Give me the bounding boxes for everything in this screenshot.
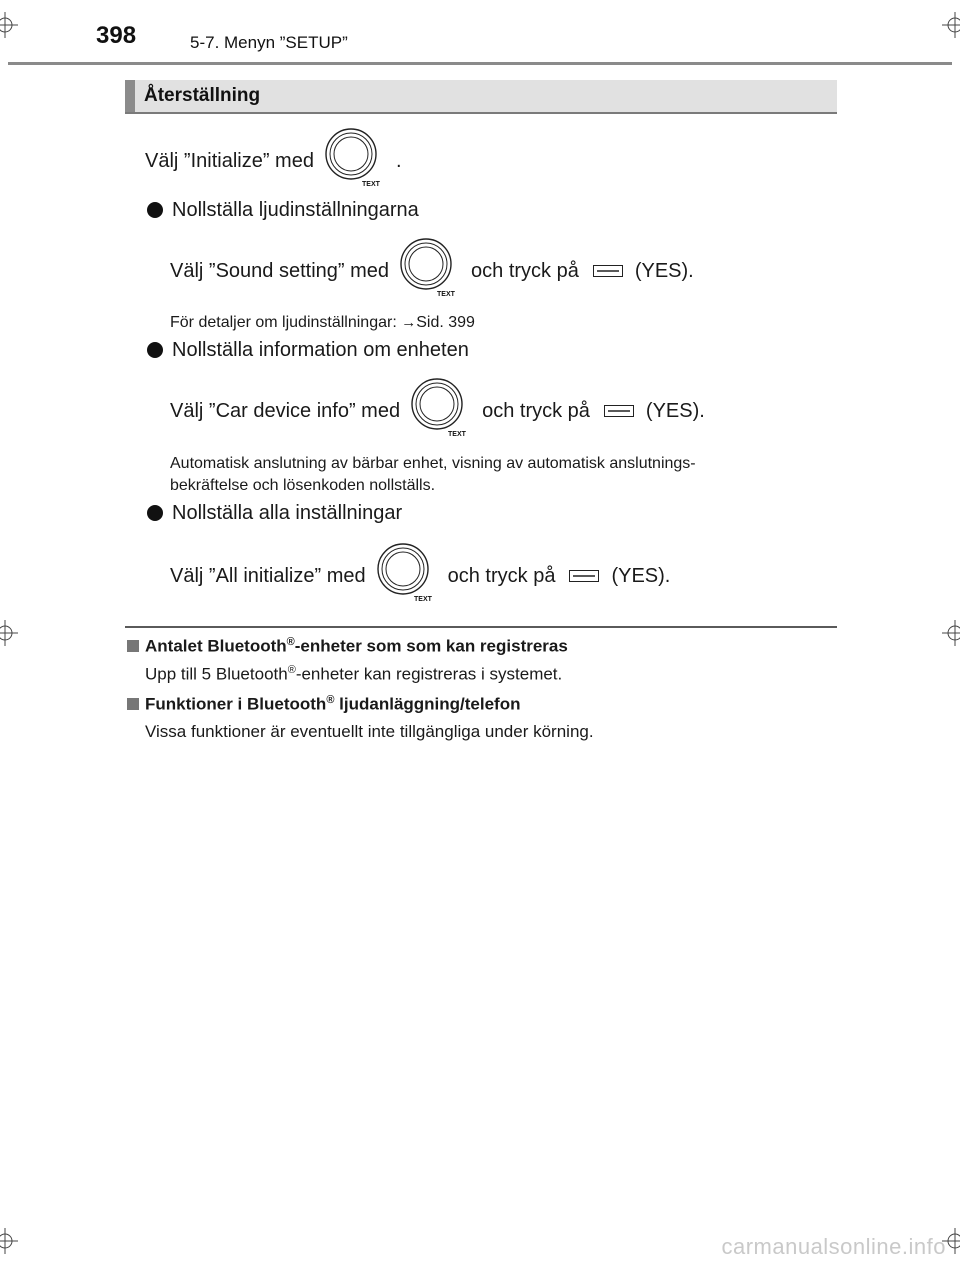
arrow-right-icon: →	[401, 314, 417, 331]
step-text-end: (YES).	[645, 399, 705, 422]
page-reference[interactable]: Sid. 399	[416, 314, 475, 331]
step-text-middle: och tryck på	[482, 399, 590, 422]
square-bullet-icon	[127, 640, 139, 652]
bullet-reset-audio	[147, 197, 419, 223]
info-heading-text: Antalet Bluetooth®-enheter som som kan registreras	[145, 636, 568, 656]
tune-knob-icon	[376, 542, 438, 610]
step-initialize	[145, 130, 402, 192]
step-text-middle: och tryck på	[471, 259, 579, 282]
step-text-end: (YES).	[634, 259, 694, 282]
crop-mark-icon	[0, 620, 18, 646]
svg-text:TEXT: TEXT	[413, 596, 432, 603]
svg-text:TEXT: TEXT	[448, 431, 466, 438]
bullet-icon	[147, 505, 163, 521]
note-line: Automatisk anslutning av bärbar enhet, visning av automatisk anslutnings-	[170, 455, 696, 472]
section-banner-bar	[125, 80, 135, 112]
bullet-icon	[147, 202, 163, 218]
crop-mark-icon	[0, 12, 18, 38]
bullet-heading: Nollställa ljudinställningarna	[172, 198, 419, 221]
bullet-icon	[147, 342, 163, 358]
crop-mark-icon	[0, 1228, 18, 1254]
step-sound-setting	[170, 240, 694, 302]
step-text-middle: och tryck på	[447, 564, 556, 587]
bullet-reset-all	[147, 500, 402, 526]
note-device	[170, 453, 696, 497]
bullet-heading: Nollställa alla inställningar	[172, 501, 403, 524]
step-text: Välj ”All initialize” med	[170, 564, 366, 587]
info-heading-bt-count	[127, 636, 568, 657]
watermark: carmanualsonline.info	[721, 1234, 946, 1259]
chapter-title: 5-7. Menyn ”SETUP”	[190, 33, 348, 52]
svg-text:TEXT: TEXT	[437, 291, 455, 298]
preset-button-icon	[604, 400, 634, 423]
square-bullet-icon	[127, 698, 139, 710]
preset-button-icon	[593, 260, 623, 283]
section-banner	[125, 80, 837, 114]
section-divider	[125, 626, 837, 628]
step-all-initialize	[170, 545, 670, 607]
header-rule	[8, 62, 952, 65]
crop-mark-icon	[942, 620, 960, 646]
note-line: bekräftelse och lösenkoden nollställs.	[170, 477, 436, 494]
info-text-bt-count: Upp till 5 Bluetooth®-enheter kan registreras i systemet.	[145, 664, 563, 684]
step-text-end: .	[395, 149, 402, 172]
step-text-end: (YES).	[611, 564, 671, 587]
bullet-heading: Nollställa information om enheten	[172, 338, 469, 361]
step-text: Välj ”Car device info” med	[170, 399, 401, 422]
preset-button-icon	[569, 565, 599, 588]
tune-knob-icon	[399, 237, 461, 305]
bullet-reset-device	[147, 337, 469, 363]
step-car-device-info	[170, 380, 705, 442]
info-heading-text: Funktioner i Bluetooth® ljudanläggning/telefon	[145, 694, 521, 714]
section-title: Återställning	[144, 85, 261, 106]
note-text: För detaljer om ljudinställningar:	[170, 314, 397, 331]
page-number: 398	[96, 22, 137, 49]
info-text-bt-functions: Vissa funktioner är eventuellt inte tillgängliga under körning.	[145, 722, 594, 741]
svg-text:TEXT: TEXT	[361, 181, 380, 188]
info-heading-bt-functions	[127, 694, 520, 715]
crop-mark-icon	[942, 12, 960, 38]
step-text: Välj ”Sound setting” med	[170, 259, 390, 282]
step-text: Välj ”Initialize” med	[145, 149, 314, 172]
note-audio	[170, 312, 475, 334]
tune-knob-icon	[410, 377, 472, 445]
tune-knob-icon	[324, 127, 386, 195]
